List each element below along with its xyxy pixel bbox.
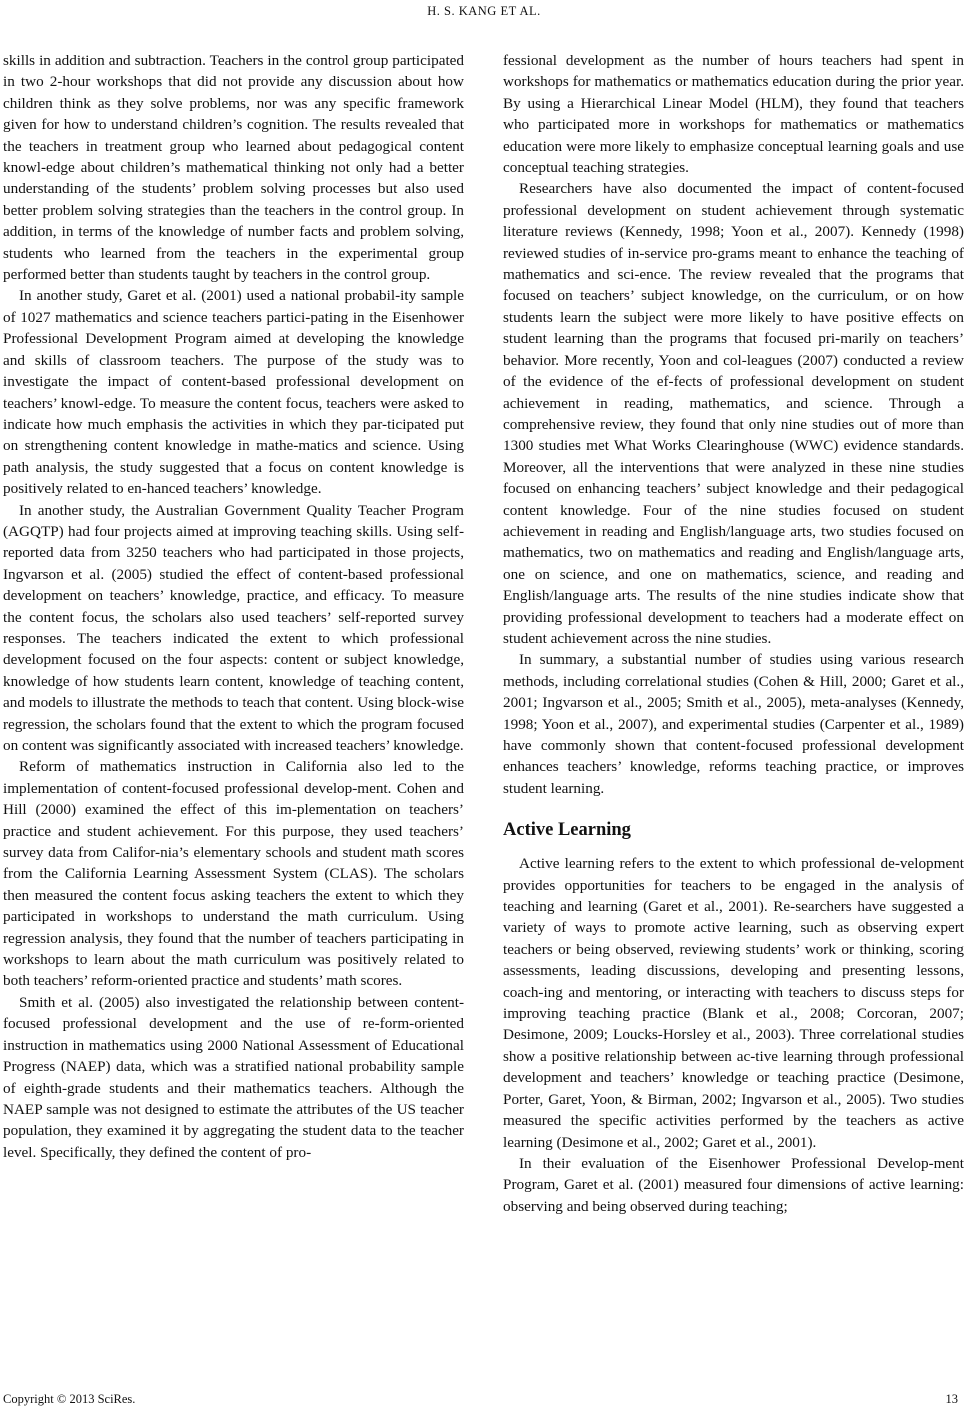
body-paragraph: In another study, the Australian Government Quality Teacher Program (AGQTP) had four projects aimed at improving teaching skills. Using self-reported data from 3250 teachers who had participated in those projects, Ingvarson et al. (2005) studied the effect of content-based professional development on teachers’ knowledge, practice, and efficacy. To measure the content focus, the scholars also used teachers’ self-reported survey responses. The teachers indicated the extent to which professional development focused on the four aspects: content or subject knowledge, knowledge of how students learn content, knowledge of teaching content, and models to illustrate the methods to teach that content. Using block-wise regression, the scholars found that the extent to which the program focused on content was significantly associated with increased teachers’ knowledge. — [3, 501, 464, 754]
body-paragraph: Active learning refers to the extent to which professional de-velopment provides opportunities for teachers to be engaged in the analysis of teaching and learning (Garet et al., 2001). Re-searchers have suggested a variety of ways to promote active learning, such as observing expert teachers or being observed, reviewing students’ work or thinking, scoring assessments, leading discussions, developing and presenting lessons, coach-ing and mentoring, or interacting with teachers to discuss steps for improving teaching practice (Blank et al., 2008; Corcoran, 2007; Desimone, 2009; Loucks-Horsley et al., 2003). Three correlational studies show a positive relationship between ac-tive learning through professional development and teachers’ knowledge or teaching practice (Desimone, Porter, Garet, Yoon, & Birman, 2002; Ingvarson et al., 2005). Two studies measured the specific activities performed by the teachers as active learning (Desimone et al., 2002; Garet et al., 2001). — [503, 855, 964, 1151]
page-number: 13 — [945, 1392, 958, 1406]
section-heading-active-learning: Active Learning — [503, 820, 631, 841]
body-paragraph: Researchers have also documented the impact of content-focused professional development on student achievement through systematic literature reviews (Kennedy, 1998; Yoon et al., 2007). Kennedy (1998) reviewed studies of in-service pro-grams meant to enhance the teaching of mathematics and sci-ence. The review revealed that the programs that focused on teachers’ subject knowledge, on the curriculum, or on how students learn the subject were more likely to have positive effects on student learning than the programs that focused pri-marily on teachers’ behavior. More recently, Yoon and col-leagues (2007) conducted a review of the evidence of the ef-fects of professional development on student achievement in reading, mathematics, and science. Through a comprehensive review, they found that only nine studies out of more than 1300 studies met What Works Clearinghouse (WWC) evidence standards. Moreover, all the interventions that were analyzed in these nine studies focused on enhancing teachers’ subject knowledge and their pedagogical content knowledge. Four of the nine studies focused on student achievement in reading and English/language arts, two studies focused on mathematics, two on mathematics and reading and English/language arts, one on science, and one on mathematics, science, and reading and English/language arts. The results of the nine studies indicate show that providing professional development to teachers had a moderate effect on student achievement across the nine studies. — [503, 180, 964, 647]
body-paragraph: Smith et al. (2005) also investigated the relationship between content-focused professional development and the use of re-form-oriented instruction in mathematics using 2000 National Assessment of Educational Progress (NAEP) data, which was a stratified national probability sample of eighth-grade students and their mathematics teachers. Although the NAEP sample was not designed to estimate the attributes of the US teacher population, they examined it by aggregating the student data to the teacher level. Specifically, they defined the content of pro- — [3, 993, 464, 1161]
right-column — [503, 50, 964, 1217]
body-paragraph: In their evaluation of the Eisenhower Professional Develop-ment Program, Garet et al. (2001) measured four dimensions of active learning: observing and being observed during teaching; — [503, 1154, 964, 1215]
copyright-footer: Copyright © 2013 SciRes. — [3, 1392, 136, 1406]
body-paragraph: skills in addition and subtraction. Teachers in the control group participated in two 2-hour workshops that did not provide any discussion about how children think as they solve problems, nor was any specific framework given for how to understand children’s cognition. The results revealed that the teachers in treatment group who learned about pedagogical content knowl-edge about children’s mathematical thinking not only had a better understanding of the students’ problem solving processes but also used better problem solving strategies than the teachers in the control group. In addition, in terms of the knowledge of number facts and problem solving, students who learned from the teachers in the experimental group performed better than students taught by teachers in the control group. — [3, 52, 464, 284]
body-paragraph: In summary, a substantial number of studies using various research methods, including correlational studies (Cohen & Hill, 2000; Garet et al., 2001; Ingvarson et al., 2005; Smith et al., 2005), meta-analyses (Kennedy, 1998; Yoon et al., 2007), and experimental studies (Carpenter et al., 1989) have commonly shown that content-focused professional development enhances teachers’ knowledge, reforms teaching practice, or improves student learning. — [503, 651, 964, 797]
left-column — [3, 50, 464, 1163]
body-paragraph: Reform of mathematics instruction in California also led to the implementation of content-focused professional develop-ment. Cohen and Hill (2000) examined the effect of this im-plementation on teachers’ practice and student achievement. For this purpose, they used teachers’ survey data from Califor-nia’s elementary schools and student math scores from the California Learning Assessment System (CLAS). The scholars then measured the content focus asking teachers the extent to which they participated in workshops to understand the math curriculum. Using regression analysis, they found that the number of teachers participating in workshops to learn about the math curriculum was positively related to both teachers’ reform-oriented practice and students’ math scores. — [3, 758, 464, 990]
body-paragraph: In another study, Garet et al. (2001) used a national probabil-ity sample of 1027 mathematics and science teachers partici-pating in the Eisenhower Professional Development Program aimed at developing the knowledge and skills of classroom teachers. The purpose of the study was to investigate the impact of content-based professional development on teachers’ knowl-edge. To measure the content focus, teachers were asked to indicate how much emphasis the activities in which they par-ticipated put on strengthening content knowledge in mathe-matics and science. Using path analysis, the study suggested that a focus on content knowledge is positively related to en-hanced teachers’ knowledge. — [3, 287, 464, 498]
body-paragraph: fessional development as the number of hours teachers had spent in workshops for mathematics or mathematics education during the prior year. By using a Hierarchical Linear Model (HLM), they found that teachers who participated more in workshops for mathematics or mathematics education were more likely to emphasize conceptual learning goals and use conceptual teaching strategies. — [503, 52, 964, 177]
running-header: H. S. KANG ET AL. — [427, 4, 541, 18]
